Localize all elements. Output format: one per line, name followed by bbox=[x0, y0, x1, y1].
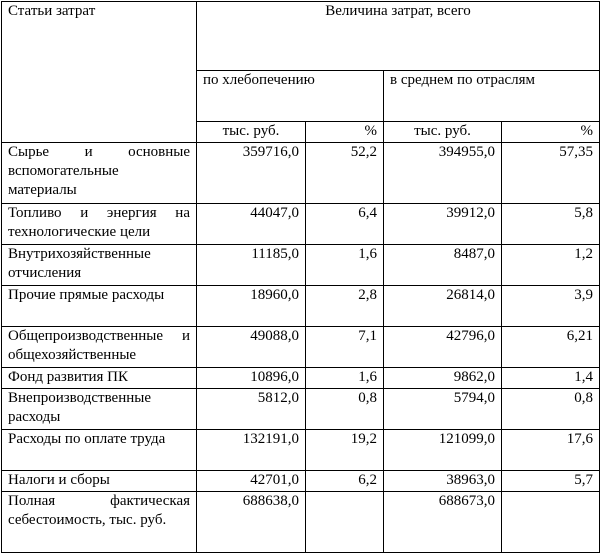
cost-item: Внутрихозяйственные отчисления bbox=[2, 245, 197, 286]
bakery-sum: 5812,0 bbox=[197, 389, 306, 430]
table-row bbox=[2, 204, 600, 245]
average-sum: 8487,0 bbox=[384, 245, 502, 286]
table-row bbox=[2, 430, 600, 471]
average-sum: 394955,0 bbox=[384, 143, 502, 204]
average-percent: 5,8 bbox=[502, 204, 600, 245]
bakery-sum: 359716,0 bbox=[197, 143, 306, 204]
bakery-percent: 19,2 bbox=[306, 430, 384, 471]
cost-item: Внепроизводственные расходы bbox=[2, 389, 197, 430]
cost-item: Сырье и основные вспомогательные материалы bbox=[2, 143, 197, 204]
bakery-percent: 52,2 bbox=[306, 143, 384, 204]
average-sum: 5794,0 bbox=[384, 389, 502, 430]
header-unit-thousand-bakery: тыс. руб. bbox=[197, 122, 306, 143]
bakery-percent: 0,8 bbox=[306, 389, 384, 430]
header-unit-percent-avg: % bbox=[502, 122, 600, 143]
header-cost-items: Статьи затрат bbox=[2, 2, 197, 143]
average-percent: 0,8 bbox=[502, 389, 600, 430]
average-sum: 9862,0 bbox=[384, 368, 502, 389]
table-row-total bbox=[2, 492, 600, 553]
table-row bbox=[2, 368, 600, 389]
bakery-sum: 49088,0 bbox=[197, 327, 306, 368]
cost-item: Общепроизводственные и общехозяйственные bbox=[2, 327, 197, 368]
average-percent: 3,9 bbox=[502, 286, 600, 327]
average-percent: 6,21 bbox=[502, 327, 600, 368]
table-row bbox=[2, 286, 600, 327]
table-row bbox=[2, 471, 600, 492]
table-row bbox=[2, 389, 600, 430]
bakery-sum: 688638,0 bbox=[197, 492, 306, 553]
bakery-percent: 7,1 bbox=[306, 327, 384, 368]
cost-item: Фонд развития ПК bbox=[2, 368, 197, 389]
bakery-percent: 6,2 bbox=[306, 471, 384, 492]
cost-item: Налоги и сборы bbox=[2, 471, 197, 492]
average-percent: 1,2 bbox=[502, 245, 600, 286]
header-row-1 bbox=[2, 2, 600, 71]
average-percent: 57,35 bbox=[502, 143, 600, 204]
table-row bbox=[2, 327, 600, 368]
bakery-percent bbox=[306, 492, 384, 553]
cost-item: Прочие прямые расходы bbox=[2, 286, 197, 327]
table-row bbox=[2, 143, 600, 204]
header-industry-average: в среднем по отраслям bbox=[384, 71, 600, 122]
average-sum: 26814,0 bbox=[384, 286, 502, 327]
average-percent: 17,6 bbox=[502, 430, 600, 471]
header-total-costs: Величина затрат, всего bbox=[197, 2, 600, 71]
header-unit-thousand-avg: тыс. руб. bbox=[384, 122, 502, 143]
average-sum: 42796,0 bbox=[384, 327, 502, 368]
average-sum: 121099,0 bbox=[384, 430, 502, 471]
bakery-percent: 1,6 bbox=[306, 368, 384, 389]
header-bakery: по хлебопечению bbox=[197, 71, 384, 122]
bakery-percent: 6,4 bbox=[306, 204, 384, 245]
cost-item: Топливо и энергия на технологические цели bbox=[2, 204, 197, 245]
average-sum: 38963,0 bbox=[384, 471, 502, 492]
table-row bbox=[2, 245, 600, 286]
cost-item: Полная фактическая себестоимость, тыс. руб. bbox=[2, 492, 197, 553]
average-percent bbox=[502, 492, 600, 553]
cost-item: Расходы по оплате труда bbox=[2, 430, 197, 471]
average-sum: 39912,0 bbox=[384, 204, 502, 245]
average-sum: 688673,0 bbox=[384, 492, 502, 553]
bakery-percent: 1,6 bbox=[306, 245, 384, 286]
header-unit-percent-bakery: % bbox=[306, 122, 384, 143]
bakery-sum: 44047,0 bbox=[197, 204, 306, 245]
cost-table bbox=[1, 1, 600, 553]
bakery-sum: 132191,0 bbox=[197, 430, 306, 471]
bakery-sum: 42701,0 bbox=[197, 471, 306, 492]
bakery-sum: 18960,0 bbox=[197, 286, 306, 327]
bakery-sum: 11185,0 bbox=[197, 245, 306, 286]
bakery-percent: 2,8 bbox=[306, 286, 384, 327]
bakery-sum: 10896,0 bbox=[197, 368, 306, 389]
average-percent: 5,7 bbox=[502, 471, 600, 492]
average-percent: 1,4 bbox=[502, 368, 600, 389]
